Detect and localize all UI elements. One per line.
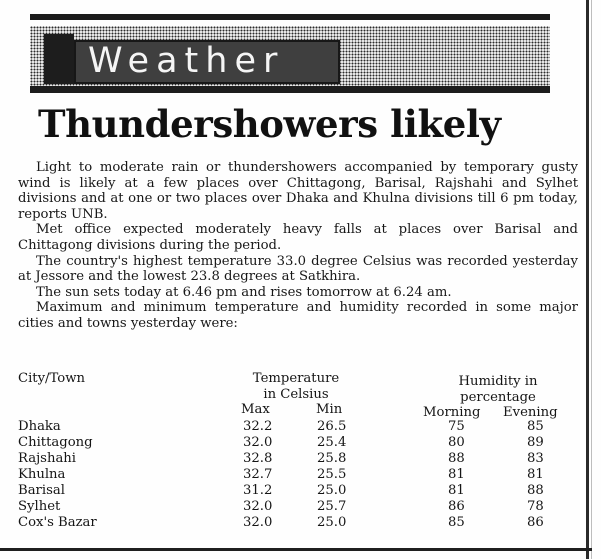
header-city: City/Town [18,371,85,386]
morning-humidity: 88 [448,451,465,466]
max-temp: 32.0 [243,499,273,514]
evening-humidity: 78 [527,499,544,514]
paragraph: Light to moderate rain or thundershowers accompanied by temporary gusty wind is likely at a few places over Chittagong, Barisal, Rajshahi and Sylhet divisions and at one or two places over Dhaka and Khulna divisions till 6 pm today, reports UNB. [18,160,578,222]
table-row [18,467,578,483]
bottom-rule [0,548,592,551]
evening-humidity: 81 [527,467,544,482]
table-row [18,499,578,515]
header-humidity-line1: Humidity in [458,374,538,389]
header-temperature [236,371,356,403]
city-name: Sylhet [18,499,61,514]
header-band-bottom-rule [30,86,550,93]
weather-table [18,371,580,546]
morning-humidity: 81 [448,467,465,482]
table-row [18,419,578,435]
max-temp: 32.0 [243,435,273,450]
max-temp: 32.8 [243,451,273,466]
max-temp: 32.7 [243,467,273,482]
max-temp: 32.2 [243,419,273,434]
min-temp: 25.0 [317,483,347,498]
header-morning: Morning [423,405,481,420]
evening-humidity: 86 [527,515,544,530]
min-temp: 26.5 [317,419,347,434]
header-temperature-line1: Temperature [252,371,340,386]
header-min: Min [316,402,343,417]
headline: Thundershowers likely [38,102,501,146]
min-temp: 25.4 [317,435,347,450]
max-temp: 32.0 [243,515,273,530]
min-temp: 25.8 [317,451,347,466]
section-kicker: Weather [88,41,285,81]
article-body [18,160,578,332]
right-column-rule [586,0,589,559]
header-humidity-line2: percentage [460,390,536,405]
city-name: Cox's Bazar [18,515,97,530]
paragraph: Maximum and minimum temperature and humidity recorded in some major cities and towns yesterday were: [18,300,578,331]
city-name: Chittagong [18,435,93,450]
table-row [18,435,578,451]
top-rule [30,14,550,20]
city-name: Barisal [18,483,65,498]
table-row [18,515,578,531]
right-edge-line [591,0,592,559]
header-left-block [44,34,74,84]
city-name: Dhaka [18,419,61,434]
morning-humidity: 85 [448,515,465,530]
city-name: Khulna [18,467,66,482]
morning-humidity: 75 [448,419,465,434]
min-temp: 25.5 [317,467,347,482]
paragraph: The sun sets today at 6.46 pm and rises tomorrow at 6.24 am. [36,284,452,300]
table-row [18,483,578,499]
header-evening: Evening [503,405,558,420]
table-row [18,451,578,467]
paragraph: The country's highest temperature 33.0 degree Celsius was recorded yesterday at Jessore and the lowest 23.8 degrees at Satkhira. [18,253,578,285]
evening-humidity: 85 [527,419,544,434]
morning-humidity: 86 [448,499,465,514]
max-temp: 31.2 [243,483,273,498]
evening-humidity: 83 [527,451,544,466]
morning-humidity: 80 [448,435,465,450]
city-name: Rajshahi [18,451,77,466]
header-temperature-line2: in Celsius [263,387,329,402]
evening-humidity: 89 [527,435,544,450]
header-max: Max [241,402,270,417]
morning-humidity: 81 [448,483,465,498]
min-temp: 25.0 [317,515,347,530]
evening-humidity: 88 [527,483,544,498]
min-temp: 25.7 [317,499,347,514]
header-humidity [424,374,572,406]
paragraph: Met office expected moderately heavy falls at places over Barisal and Chittagong divisions during the period. [18,222,578,253]
